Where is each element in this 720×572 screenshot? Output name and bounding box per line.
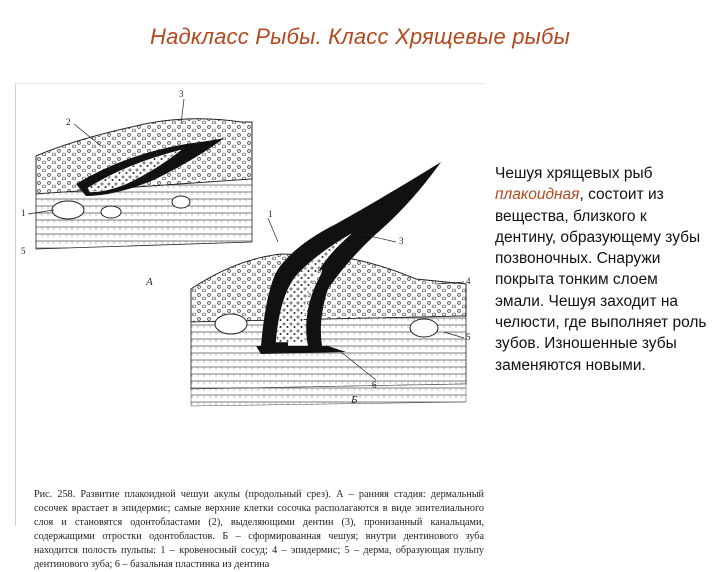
scale-diagram <box>16 84 484 484</box>
label-1-center: 1 <box>268 209 273 219</box>
figure-caption: Рис. 258. Развитие плакоидной чешуи акулы (продольный срез). А – ранняя стадия: дермальный сосочек врастает в эпидермис; самые верхние клетки сосочка располагаются в виде эпителиального слоя и становятся одонтобластами (2), выделяющими дентин (3), пронизанный канальцами, содержащими отростки одонтобластов. Б – сформированная чешуя; внутри дентинового зуба находится полость пульпы: 1 – кровеносный сосуд; 4 – эпидермис; 5 – дерма, образующая пульпу дентинового зуба; 6 – базальная пластинка из дентина <box>34 489 484 570</box>
description-highlight: плакоидная <box>495 186 580 204</box>
label-5-left: 5 <box>21 246 26 256</box>
description-body: , состоит из вещества, близкого к дентину, образующему зубы позвоночных. Снаружи покрыта тонким слоем эмали. Чешуя заходит на челюсти, где выполняет роль зубов. Изношенные зубы заменяются новыми. <box>495 186 707 374</box>
label-4: 4 <box>466 276 471 286</box>
vessel-a1 <box>52 201 84 219</box>
label-3-top: 3 <box>179 89 184 99</box>
panel-b-label: Б <box>351 394 358 406</box>
description-intro: Чешуя хрящевых рыб <box>495 165 653 182</box>
label-2: 2 <box>66 117 71 127</box>
slide-title: Надкласс Рыбы. Класс Хрящевые рыбы <box>150 24 570 49</box>
label-5-right: 5 <box>466 332 471 342</box>
scale-development-figure <box>15 83 484 570</box>
label-1-left: 1 <box>21 208 26 218</box>
vessel-b1 <box>215 314 247 334</box>
label-3-right: 3 <box>399 236 404 246</box>
label-6: 6 <box>372 380 377 390</box>
panel-a-label: А <box>146 276 153 288</box>
description-text <box>495 163 710 376</box>
